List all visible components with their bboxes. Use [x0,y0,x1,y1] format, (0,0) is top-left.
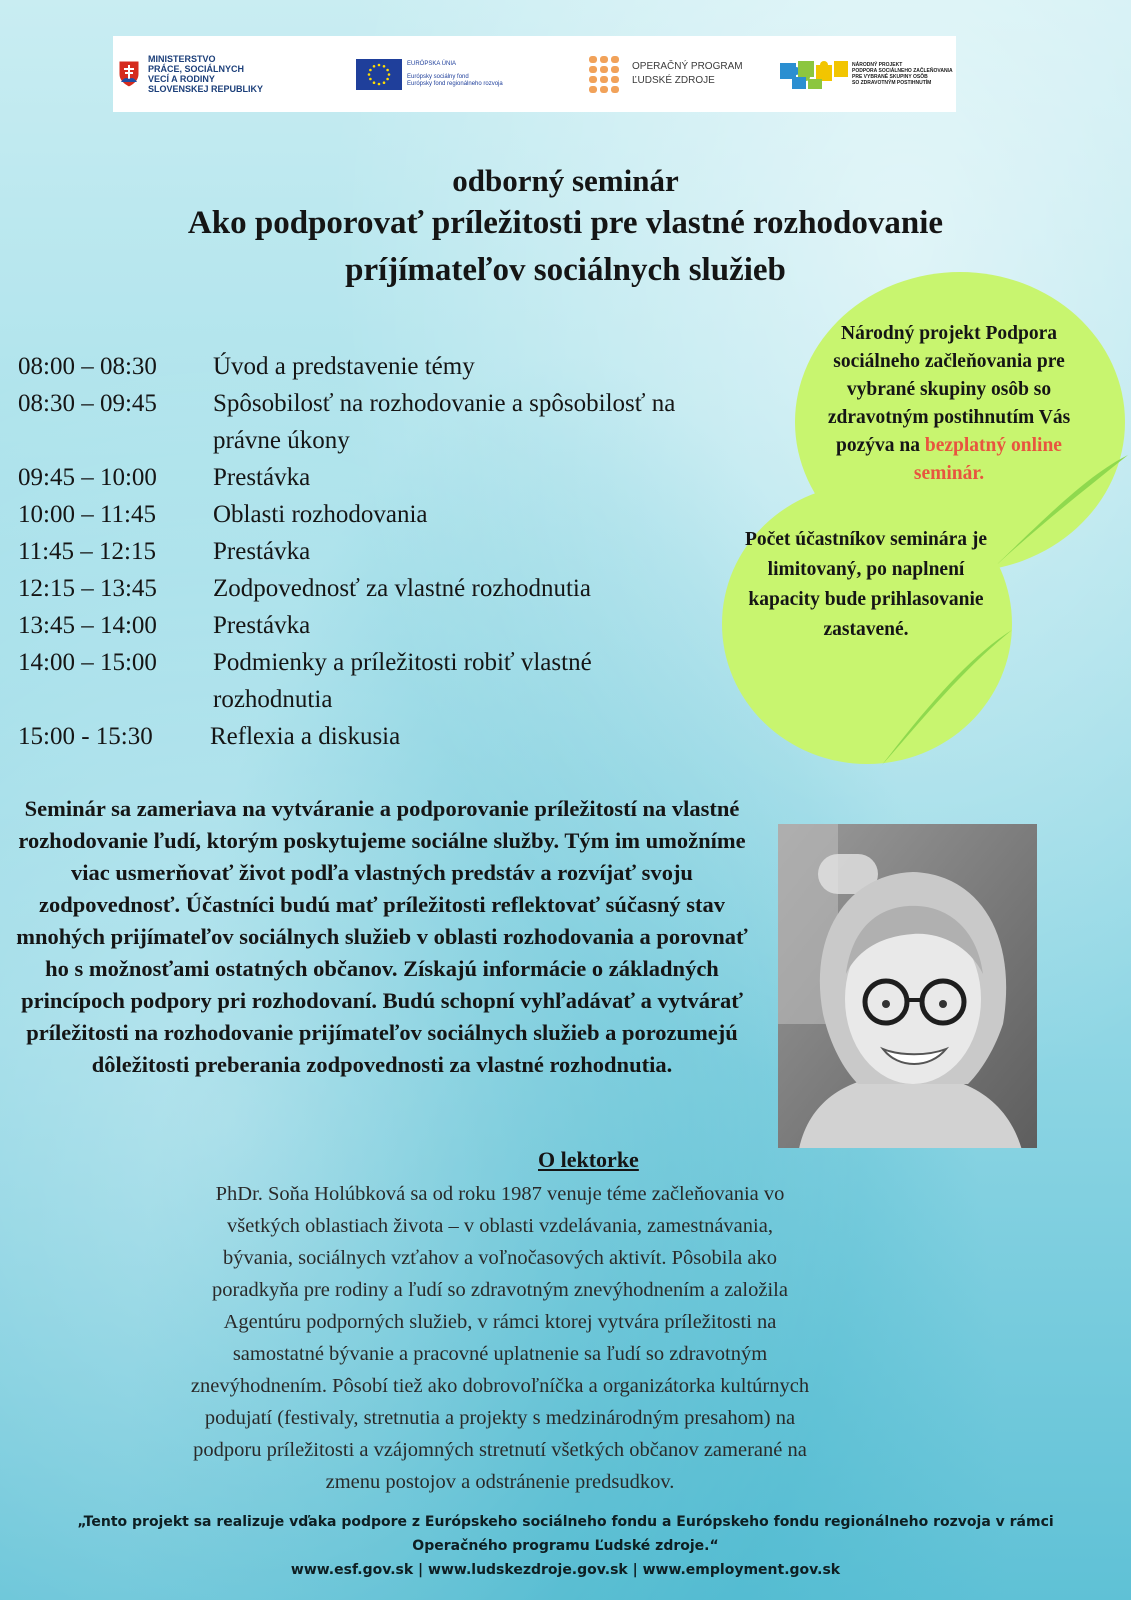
schedule [18,348,758,755]
schedule-topic: Oblasti rozhodovania [213,501,428,528]
op-dots-icon [589,56,619,93]
ministry-line-2: PRÁCE, SOCIÁLNYCH [148,64,245,74]
eu-flag-icon [356,59,402,90]
limit-note: Počet účastníkov seminára je limitovaný, po naplnení kapacity bude prihlasovanie zastavené. [744,529,988,640]
schedule-time: 12:15 – 13:45 [18,575,157,602]
seminar-title-line-2: príjímateľov sociálnych služieb [345,252,786,288]
footer-links: www.esf.gov.sk | www.ludskezdroje.gov.sk | www.employment.gov.sk [290,1562,841,1578]
schedule-row [18,385,758,459]
schedule-time: 09:45 – 10:00 [18,464,157,491]
ministry-logo [118,36,263,112]
schedule-row [18,533,758,570]
ministry-line-4: SLOVENSKEJ REPUBLIKY [148,84,264,94]
eu-fund-1: Európsky sociálny fond [407,73,469,80]
schedule-topic: Prestávka [213,538,311,565]
schedule-time: 14:00 – 15:00 [18,649,157,676]
slovak-coat-of-arms-icon [118,60,140,88]
schedule-row [18,607,758,644]
schedule-topic: Zodpovednosť za vlastné rozhodnutia [213,575,591,602]
np-line-4: SO ZDRAVOTNÝM POSTIHNUTÍM [852,80,932,86]
schedule-row [18,718,758,755]
op-line-1: OPERAČNÝ PROGRAM [632,61,743,72]
lector-heading: O lektorke [538,1147,639,1172]
np-line-3: PRE VYBRANÉ SKUPINY OSÔB [852,74,928,80]
schedule-topic: Úvod a predstavenie témy [213,353,475,380]
schedule-topic: Podmienky a príležitosti robiť vlastné rozhodnutia [213,649,592,713]
footer [30,1510,1101,1582]
invite-text: Národný projekt Podpora sociálneho začleňovania pre vybrané skupiny osôb so zdravotným postihnutím Vás pozýva na [827,323,1071,456]
seminar-description: Seminár sa zameriava na vytváranie a podporovanie príležitostí na vlastné rozhodovanie ľudí, ktorým poskytujeme sociálne služby. Tým im umožníme viac usmerňovať život podľa vlastných predstáv a rozvíjať svoju zodpovednosť. Účastníci budú mať príležitosti reflektovať súčasný stav mnohých prijímateľov sociálnych služieb v oblasti rozhodovania a porovnať ho s možnosťami ostatných občanov. Získajú informácie o základných princípoch podpory pri rozhodovaní. Budú schopní vyhľadávať a vytvárať príležitosti na rozhodovanie prijímateľov sociálnych služieb a porozumejú dôležitosti preberania zodpovednosti za vlastné rozhodnutia. [16,796,748,1077]
lector-bio: PhDr. Soňa Holúbková sa od roku 1987 venuje téme začleňovania vo všetkých oblastiach života – v oblasti vzdelávania, zamestnávania, bývania, sociálnych vzťahov a voľnočasových aktivít. Pôsobila ako poradkyňa pre rodiny a ľudí so zdravotným znevýhodnením a založila Agentúru podporných služieb, v rámci ktorej vytvára príležitosti na samostatné bývanie a pracovné uplatnenie sa ľudí so zdravotným znevýhodnením. Pôsobí tiež ako dobrovoľníčka a organizátorka kultúrnych podujatí (festivaly, stretnutia a projekty s medzinárodným presahom) na podporu príležitosti a vzájomných stretnutí všetkých občanov zamerané na zmenu postojov a odstránenie predsudkov. [190,1183,810,1493]
lector-photo [778,824,1037,1148]
schedule-time: 11:45 – 12:15 [18,538,156,565]
footer-line-1: „Tento projekt sa realizuje vďaka podpore z Európskeho sociálneho fondu a Európskeho fondu regionálneho rozvoja v rámci [77,1514,1054,1530]
schedule-time: 08:00 – 08:30 [18,353,157,380]
ministry-line-1: MINISTERSTVO [148,54,216,64]
schedule-time: 10:00 – 11:45 [18,501,156,528]
page-curl-decoration-2 [882,630,1012,765]
ministry-line-3: VECÍ A RODINY [148,74,215,84]
schedule-topic: Reflexia a diskusia [210,723,401,750]
schedule-topic: Prestávka [213,464,311,491]
schedule-row [18,570,758,607]
schedule-row [18,496,758,533]
seminar-subtitle: odborný seminár [452,163,679,198]
schedule-topic: Spôsobilosť na rozhodovanie a spôsobilosť na právne úkony [213,390,676,454]
schedule-row [18,348,758,385]
op-logo [589,36,743,112]
schedule-time: 08:30 – 09:45 [18,390,157,417]
seminar-title-line-1: Ako podporovať príležitosti pre vlastné rozhodovanie [187,205,944,241]
logo-banner [113,36,956,112]
schedule-row [18,644,758,718]
national-project-logo [778,36,953,112]
schedule-topic: Prestávka [213,612,311,639]
eu-name: EURÓPSKA ÚNIA [407,60,457,67]
op-line-2: ĽUDSKÉ ZDROJE [632,75,715,86]
puzzle-icon [778,57,850,91]
np-line-1: NÁRODNÝ PROJEKT [852,62,903,68]
eu-logo [356,36,503,112]
invite-highlight: bezplatný online seminár. [913,435,1062,484]
np-line-2: PODPORA SOCIÁLNEHO ZAČLEŇOVANIA [852,68,953,74]
eu-fund-2: Európsky fond regionálneho rozvoja [407,80,503,87]
schedule-row [18,459,758,496]
invite-note [818,320,1080,488]
schedule-time: 15:00 - 15:30 [18,723,153,750]
footer-line-2: Operačného programu Ľudské zdroje.“ [412,1538,719,1554]
schedule-time: 13:45 – 14:00 [18,612,157,639]
